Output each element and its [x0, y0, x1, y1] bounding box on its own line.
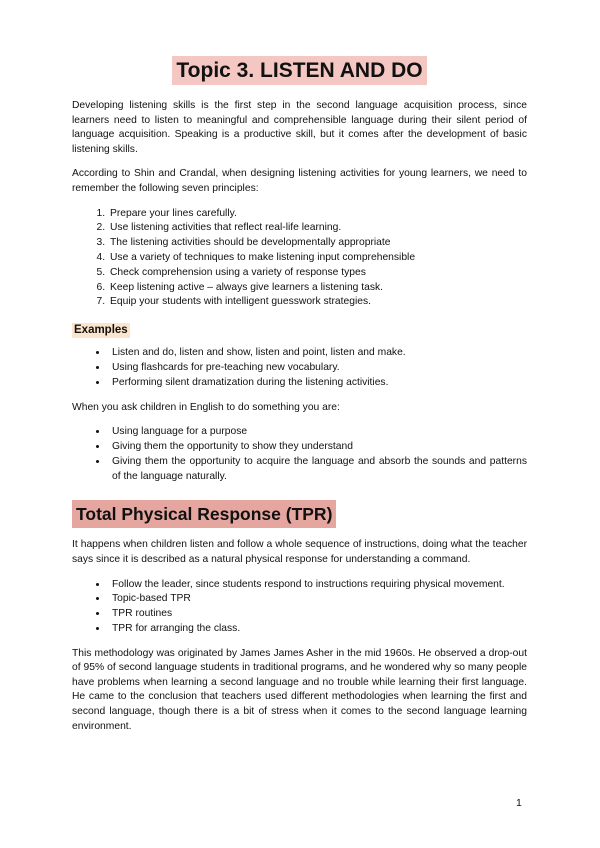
list-item: • TPR for arranging the class.: [108, 622, 527, 637]
list-item: • Giving them the opportunity to show they understand: [108, 440, 527, 455]
list-item: • TPR routines: [108, 607, 527, 622]
list-item: • Topic-based TPR: [108, 592, 527, 607]
list-item: 1. Prepare your lines carefully.: [108, 207, 527, 222]
list-item: 4. Use a variety of techniques to make listening input comprehensible: [108, 251, 527, 266]
list-item: 6. Keep listening active – always give learners a listening task.: [108, 281, 527, 296]
ask-list: [72, 425, 527, 484]
principles-intro: According to Shin and Crandal, when designing listening activities for young learners, we need to remember the following seven principles:: [72, 168, 527, 194]
list-item: 7. Equip your students with intelligent guesswork strategies.: [108, 295, 527, 310]
list-item: 3. The listening activities should be developmentally appropriate: [108, 236, 527, 251]
list-item: • Follow the leader, since students respond to instructions requiring physical movement.: [108, 578, 527, 593]
document-page: [72, 56, 527, 744]
examples-heading: Examples: [74, 324, 128, 337]
tpr-paragraph: It happens when children listen and follow a whole sequence of instructions, doing what the teacher says since it is described as a natural physical response for understanding a command.: [72, 539, 527, 565]
examples-list: [72, 346, 527, 390]
list-item: • Using language for a purpose: [108, 425, 527, 440]
list-item: 2. Use listening activities that reflect real-life learning.: [108, 221, 527, 236]
intro-paragraph: Developing listening skills is the first step in the second language acquisition process, since learners need to listen to meaningful and comprehensible language during their silent period of language acquisition. Speaking is a productive skill, but it comes after the development of basic listening skills.: [72, 100, 527, 155]
list-item: • Giving them the opportunity to acquire the language and absorb the sounds and patterns of the language naturally.: [108, 455, 527, 485]
page-title: Topic 3. LISTEN AND DO: [172, 56, 426, 85]
list-item: 5. Check comprehension using a variety of response types: [108, 266, 527, 281]
tpr-heading: Total Physical Response (TPR): [72, 500, 336, 528]
asher-paragraph: This methodology was originated by James James Asher in the mid 1960s. He observed a drop-out of 95% of second language students in traditional programs, and he wondered why so many people have problems when learning a second language and no trouble while learning their first language. He came to the conclusion that teachers used different methodologies when learning the first and second language, though there is a bit of stress when it comes to the second language learning environment.: [72, 647, 527, 732]
ask-intro: When you ask children in English to do something you are:: [72, 401, 340, 413]
list-item: • Listen and do, listen and show, listen and point, listen and make.: [108, 346, 527, 361]
list-item: • Using flashcards for pre-teaching new vocabulary.: [108, 361, 527, 376]
list-item: • Performing silent dramatization during the listening activities.: [108, 376, 527, 391]
page-number: 1: [516, 797, 522, 809]
principles-list: [72, 207, 527, 311]
tpr-list: [72, 578, 527, 637]
